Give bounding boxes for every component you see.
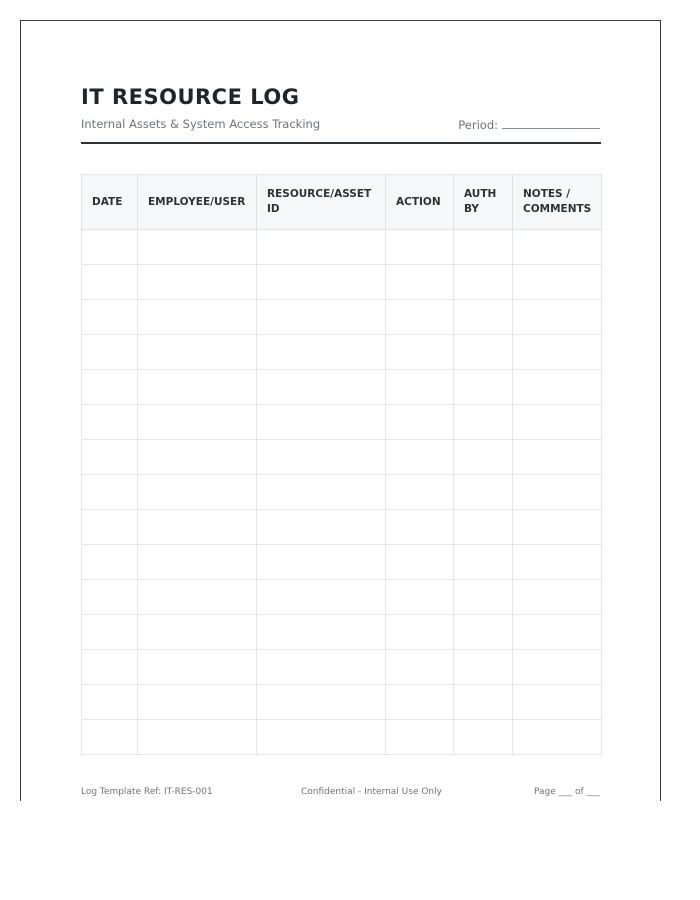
cell-auth-by[interactable]	[454, 370, 513, 405]
cell-employee-user[interactable]	[138, 440, 257, 475]
cell-auth-by[interactable]	[454, 650, 513, 685]
cell-resource-asset-id[interactable]	[257, 685, 386, 720]
table-row	[82, 510, 602, 545]
cell-date[interactable]	[82, 580, 138, 615]
cell-notes-comments[interactable]	[513, 475, 602, 510]
cell-resource-asset-id[interactable]	[257, 335, 386, 370]
cell-resource-asset-id[interactable]	[257, 300, 386, 335]
cell-date[interactable]	[82, 370, 138, 405]
cell-auth-by[interactable]	[454, 685, 513, 720]
cell-action[interactable]	[386, 440, 454, 475]
period-blank-line[interactable]	[502, 117, 600, 129]
cell-employee-user[interactable]	[138, 580, 257, 615]
cell-employee-user[interactable]	[138, 300, 257, 335]
cell-action[interactable]	[386, 335, 454, 370]
column-header-notes-comments: NOTES / COMMENTS	[513, 175, 602, 230]
table-header-row	[82, 175, 602, 230]
cell-date[interactable]	[82, 720, 138, 755]
footer-template-ref: Log Template Ref: IT-RES-001	[81, 787, 213, 797]
cell-auth-by[interactable]	[454, 615, 513, 650]
cell-action[interactable]	[386, 265, 454, 300]
column-header-action: ACTION	[386, 175, 454, 230]
cell-auth-by[interactable]	[454, 545, 513, 580]
cell-auth-by[interactable]	[454, 300, 513, 335]
cell-employee-user[interactable]	[138, 335, 257, 370]
cell-resource-asset-id[interactable]	[257, 475, 386, 510]
cell-date[interactable]	[82, 405, 138, 440]
cell-action[interactable]	[386, 510, 454, 545]
cell-auth-by[interactable]	[454, 335, 513, 370]
cell-notes-comments[interactable]	[513, 615, 602, 650]
cell-notes-comments[interactable]	[513, 370, 602, 405]
cell-action[interactable]	[386, 300, 454, 335]
period-label: Period:	[458, 118, 498, 132]
cell-auth-by[interactable]	[454, 580, 513, 615]
table-body	[82, 230, 602, 755]
cell-notes-comments[interactable]	[513, 545, 602, 580]
cell-resource-asset-id[interactable]	[257, 265, 386, 300]
cell-auth-by[interactable]	[454, 720, 513, 755]
cell-auth-by[interactable]	[454, 265, 513, 300]
cell-action[interactable]	[386, 580, 454, 615]
table-row	[82, 720, 602, 755]
cell-date[interactable]	[82, 230, 138, 265]
cell-employee-user[interactable]	[138, 230, 257, 265]
cell-date[interactable]	[82, 335, 138, 370]
cell-date[interactable]	[82, 440, 138, 475]
cell-employee-user[interactable]	[138, 370, 257, 405]
cell-action[interactable]	[386, 650, 454, 685]
cell-action[interactable]	[386, 615, 454, 650]
footer-confidential-notice: Confidential - Internal Use Only	[301, 787, 442, 797]
cell-notes-comments[interactable]	[513, 300, 602, 335]
cell-notes-comments[interactable]	[513, 510, 602, 545]
cell-resource-asset-id[interactable]	[257, 405, 386, 440]
period-field	[458, 117, 600, 132]
cell-auth-by[interactable]	[454, 510, 513, 545]
cell-date[interactable]	[82, 265, 138, 300]
table-row	[82, 265, 602, 300]
cell-date[interactable]	[82, 545, 138, 580]
cell-resource-asset-id[interactable]	[257, 615, 386, 650]
cell-resource-asset-id[interactable]	[257, 440, 386, 475]
table-row	[82, 580, 602, 615]
resource-log-table	[81, 174, 602, 755]
log-page	[20, 20, 661, 801]
cell-notes-comments[interactable]	[513, 650, 602, 685]
page-title: IT RESOURCE LOG	[81, 85, 300, 109]
cell-employee-user[interactable]	[138, 615, 257, 650]
cell-date[interactable]	[82, 685, 138, 720]
column-header-auth-by: AUTH BY	[454, 175, 513, 230]
header-divider	[81, 142, 601, 144]
cell-action[interactable]	[386, 230, 454, 265]
cell-action[interactable]	[386, 685, 454, 720]
cell-employee-user[interactable]	[138, 545, 257, 580]
table-row	[82, 230, 602, 265]
table-row	[82, 545, 602, 580]
cell-auth-by[interactable]	[454, 230, 513, 265]
table-row	[82, 335, 602, 370]
cell-auth-by[interactable]	[454, 405, 513, 440]
page-subtitle: Internal Assets & System Access Tracking	[81, 117, 321, 131]
cell-action[interactable]	[386, 545, 454, 580]
cell-employee-user[interactable]	[138, 405, 257, 440]
cell-notes-comments[interactable]	[513, 405, 602, 440]
cell-resource-asset-id[interactable]	[257, 510, 386, 545]
cell-notes-comments[interactable]	[513, 720, 602, 755]
cell-date[interactable]	[82, 475, 138, 510]
cell-date[interactable]	[82, 300, 138, 335]
table-row	[82, 370, 602, 405]
footer-page-number: Page ___ of ___	[533, 787, 600, 797]
table-row	[82, 685, 602, 720]
column-header-employee-user: EMPLOYEE/USER	[138, 175, 257, 230]
cell-employee-user[interactable]	[138, 510, 257, 545]
cell-date[interactable]	[82, 615, 138, 650]
cell-notes-comments[interactable]	[513, 685, 602, 720]
cell-employee-user[interactable]	[138, 265, 257, 300]
table-row	[82, 405, 602, 440]
cell-auth-by[interactable]	[454, 475, 513, 510]
table-row	[82, 615, 602, 650]
cell-action[interactable]	[386, 370, 454, 405]
cell-employee-user[interactable]	[138, 685, 257, 720]
table-row	[82, 650, 602, 685]
cell-date[interactable]	[82, 650, 138, 685]
column-header-resource-asset-id: RESOURCE/ASSET ID	[257, 175, 386, 230]
cell-notes-comments[interactable]	[513, 335, 602, 370]
table-row	[82, 300, 602, 335]
cell-employee-user[interactable]	[138, 650, 257, 685]
cell-action[interactable]	[386, 405, 454, 440]
cell-resource-asset-id[interactable]	[257, 545, 386, 580]
cell-resource-asset-id[interactable]	[257, 230, 386, 265]
cell-employee-user[interactable]	[138, 720, 257, 755]
cell-notes-comments[interactable]	[513, 265, 602, 300]
cell-employee-user[interactable]	[138, 475, 257, 510]
cell-date[interactable]	[82, 510, 138, 545]
cell-resource-asset-id[interactable]	[257, 370, 386, 405]
cell-notes-comments[interactable]	[513, 440, 602, 475]
cell-action[interactable]	[386, 475, 454, 510]
cell-notes-comments[interactable]	[513, 230, 602, 265]
cell-resource-asset-id[interactable]	[257, 580, 386, 615]
column-header-date: DATE	[82, 175, 138, 230]
cell-auth-by[interactable]	[454, 440, 513, 475]
table-row	[82, 475, 602, 510]
table-row	[82, 440, 602, 475]
cell-resource-asset-id[interactable]	[257, 720, 386, 755]
cell-action[interactable]	[386, 720, 454, 755]
cell-resource-asset-id[interactable]	[257, 650, 386, 685]
cell-notes-comments[interactable]	[513, 580, 602, 615]
